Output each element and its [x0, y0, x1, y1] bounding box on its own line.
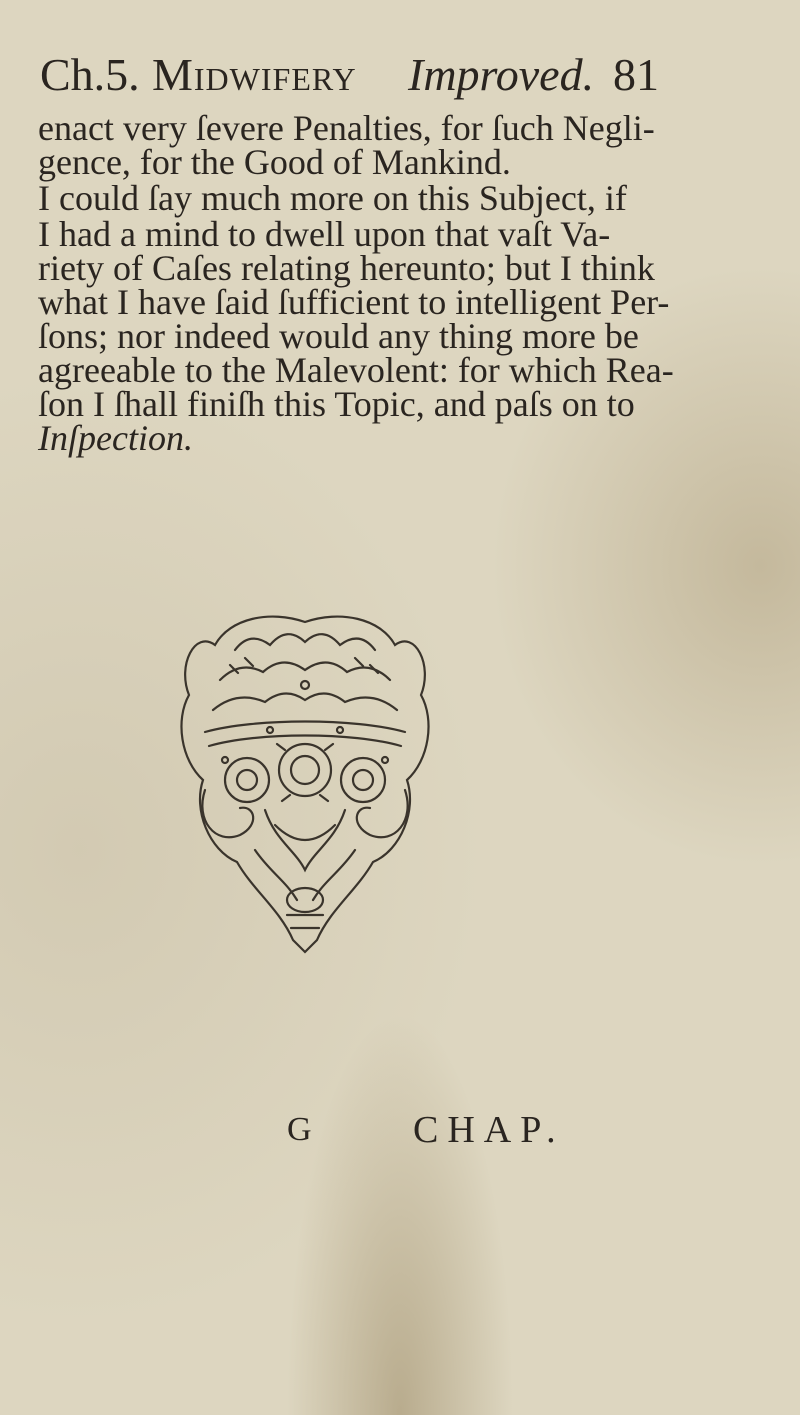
text-line: ſons; nor indeed would any thing more be	[38, 316, 639, 356]
floral-ornament-icon	[175, 610, 435, 955]
text-line: enact very ſevere Penalties, for ſuch Negli-	[38, 108, 655, 148]
catchword: CHAP.	[413, 1109, 565, 1151]
text-line: gence, for the Good of Mankind.	[38, 142, 511, 182]
page-number: 81	[613, 49, 659, 100]
chapter-number: Ch.5.	[40, 49, 140, 100]
text-line: what I have ſaid ſufficient to intelligent Per-	[38, 282, 670, 322]
running-title-italic: Improved.	[408, 49, 595, 100]
text-line: riety of Caſes relating hereunto; but I think	[38, 248, 655, 288]
running-head	[40, 40, 680, 110]
text-line: Inſpection.	[38, 418, 193, 458]
running-title: Midwifery	[152, 49, 357, 100]
text-line: I could ſay much more on this Subject, if	[38, 178, 627, 218]
text-line: ſon I ſhall finiſh this Topic, and paſs on to	[38, 384, 635, 424]
text-line: I had a mind to dwell upon that vaſt Va-	[38, 214, 611, 254]
signature-mark: G	[287, 1111, 312, 1148]
text-line: agreeable to the Malevolent: for which Rea-	[38, 350, 674, 390]
